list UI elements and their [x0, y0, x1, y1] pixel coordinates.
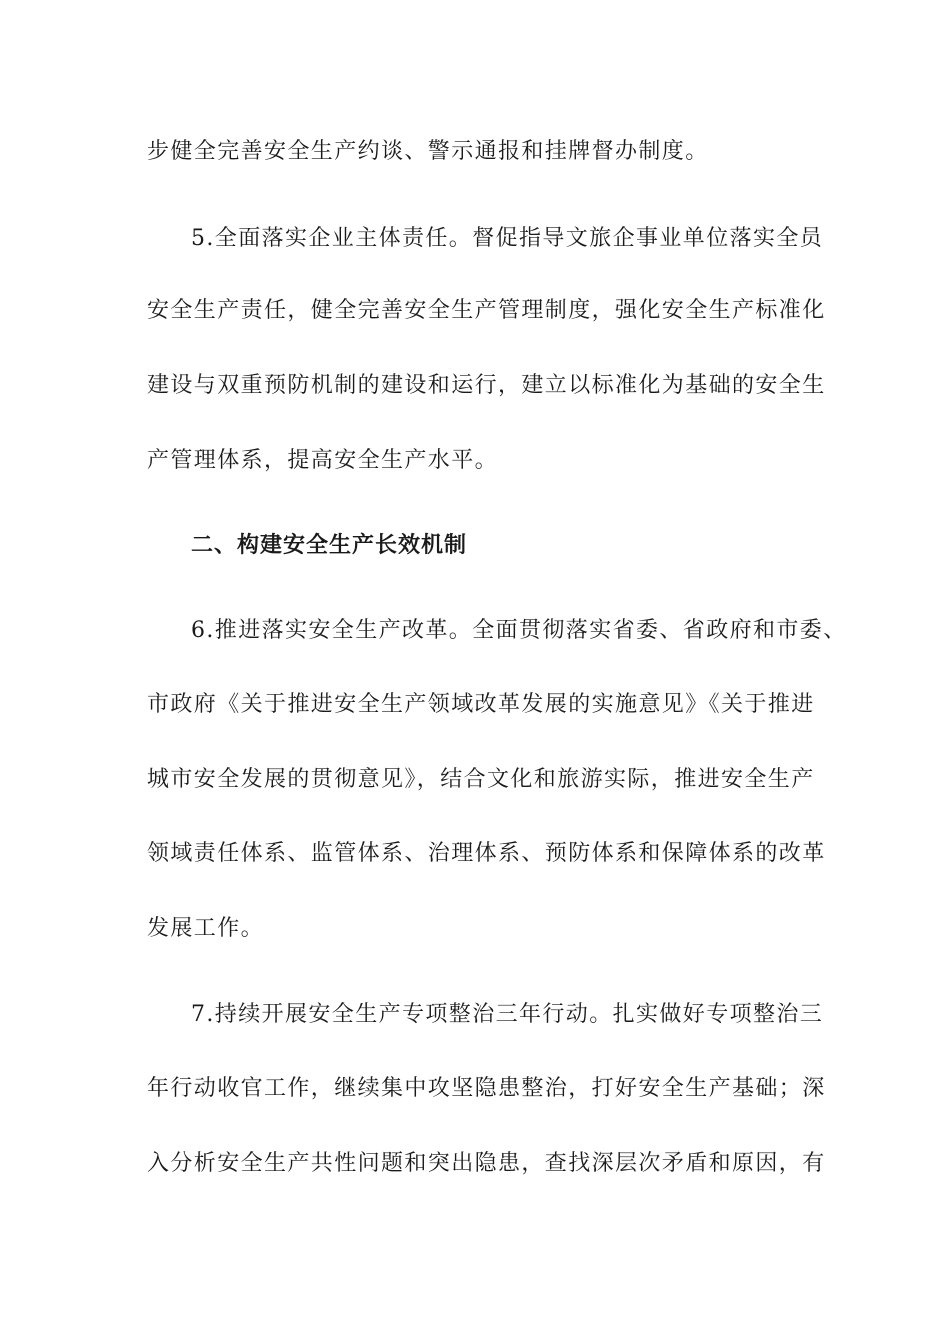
section-heading: 二、构建安全生产长效机制: [191, 533, 468, 558]
paragraph-line: 领域责任体系、监管体系、治理体系、预防体系和保障体系的改革: [147, 841, 826, 866]
paragraph-line: 产管理体系，提高安全生产水平。: [147, 448, 499, 473]
paragraph-line: 年行动收官工作，继续集中攻坚隐患整治，打好安全生产基础；深: [147, 1076, 826, 1101]
paragraph-line: 安全生产责任，健全完善安全生产管理制度，强化安全生产标准化: [147, 298, 826, 323]
paragraph-line: 步健全完善安全生产约谈、警示通报和挂牌督办制度。: [147, 139, 709, 164]
paragraph-line: 7.持续开展安全生产专项整治三年行动。扎实做好专项整治三: [191, 1002, 824, 1027]
paragraph-line: 入分析安全生产共性问题和突出隐患，查找深层次矛盾和原因，有: [147, 1151, 826, 1176]
paragraph-line: 发展工作。: [147, 916, 265, 941]
paragraph-line: 5.全面落实企业主体责任。督促指导文旅企事业单位落实全员: [191, 226, 824, 251]
paragraph-line: 建设与双重预防机制的建设和运行，建立以标准化为基础的安全生: [147, 373, 826, 398]
paragraph-line: 城市安全发展的贯彻意见》，结合文化和旅游实际，推进安全生产: [147, 767, 815, 792]
paragraph-line: 6.推进落实安全生产改革。全面贯彻落实省委、省政府和市委、: [191, 618, 847, 643]
paragraph-line: 市政府《关于推进安全生产领域改革发展的实施意见》《关于推进: [147, 692, 815, 717]
